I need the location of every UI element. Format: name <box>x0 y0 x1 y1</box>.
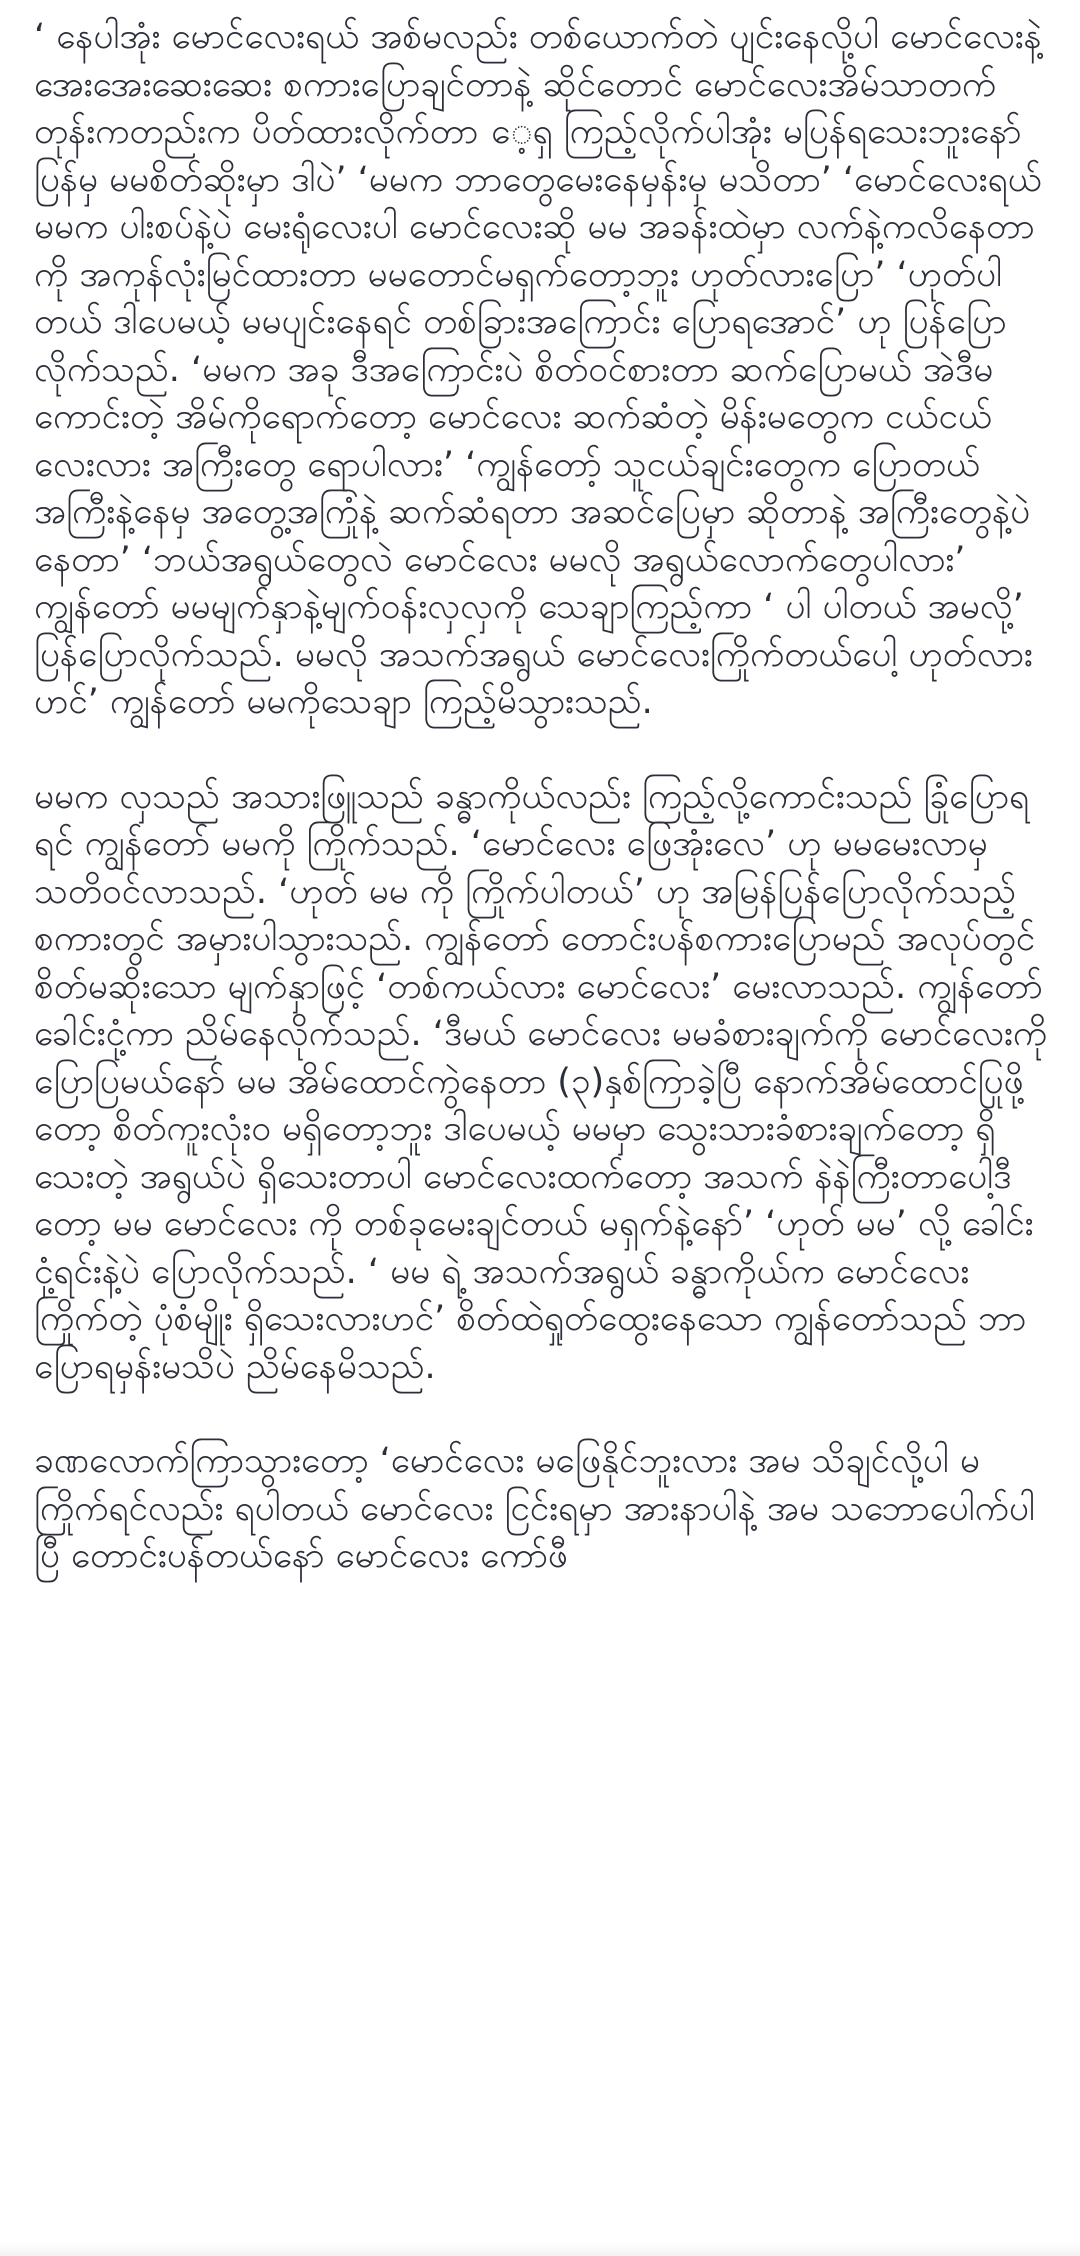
paragraph: မမက လှသည် အသားဖြူသည် ခန္ဓာကိုယ်လည်း ကြည့်လို့ကောင်းသည် ခြုံပြောရရင် ကျွန်တော် မမကို ကြိုက်သည်. ‘မောင်လေး ဖြေအုံးလေ’ ဟု မမမေးလာမှ သတိဝင်လာသည်. ‘ဟုတ် မမ ကို ကြိုက်ပါတယ်’ ဟု အမြန်ပြန်ပြောလိုက်သည့် စကားတွင် အမှားပါသွားသည်. ကျွန်တော် တောင်းပန်စကားပြောမည် အလုပ်တွင် စိတ်မဆိုးသော မျက်နှာဖြင့် ‘တစ်ကယ်လား မောင်လေး’ မေးလာသည်. ကျွန်တော် ခေါင်းငုံ့ကာ ညိမ်နေလိုက်သည်. ‘ဒီမယ် မောင်လေး မမခံစားချက်ကို မောင်လေးကို ပြောပြမယ်နော် မမ အိမ်ထောင်ကွဲနေတာ (၃)နှစ်ကြာခဲ့ပြီ နောက်အိမ်ထောင်ပြုဖို့တော့ စိတ်ကူးလုံးဝ မရှိတော့ဘူး ဒါပေမယ့် မမမှာ သွေးသားခံစားချက်တော့ ရှိသေးတဲ့ အရွယ်ပဲ ရှိသေးတာပါ မောင်လေးထက်တော့ အသက် နဲနဲကြီးတာပေါ့ဒီတော့ မမ မောင်လေး ကို တစ်ခုမေးချင်တယ် မရှက်နဲ့နော်’ ‘ဟုတ် မမ’ လို့ ခေါင်းငုံ့ရင်းနဲ့ပဲ ပြောလိုက်သည်. ‘ မမ ရဲ့ အသက်အရွယ် ခန္ဓာကိုယ်က မောင်လေး ကြိုက်တဲ့ ပုံစံမျိုး ရှိသေးလားဟင်’ စိတ်ထဲရှုတ်ထွေးနေသော ကျွန်တော်သည် ဘာပြောရမှန်းမသိပဲ ညိမ်နေမိသည်. <box>34 776 1048 1387</box>
scroll-edge-shadow <box>0 2242 1080 2256</box>
paragraph: ‘ နေပါအုံး မောင်လေးရယ် အစ်မလည်း တစ်ယောက်တဲ ပျင်းနေလို့ပါ မောင်လေးနဲ့ အေးအေးဆေးဆေး စကားပြောချင်တာနဲ့ ဆိုင်တောင် မောင်လေးအိမ်သာတက်တုန်းကတည်းက ပိတ်ထားလိုက်တာ ေ့ရှ ကြည့်လိုက်ပါအုံး မပြန်ရသေးဘူးနော် ပြန်မှ မမစိတ်ဆိုးမှာ ဒါပဲ’ ‘မမက ဘာတွေမေးနေမှန်းမှ မသိတာ’ ‘မောင်လေးရယ် မမက ပါးစပ်နဲ့ပဲ မေးရုံလေးပါ မောင်လေးဆို မမ အခန်းထဲမှာ လက်နဲ့ကလိနေတာကို အကုန်လုံးမြင်ထားတာ မမတောင်မရှက်တော့ဘူး ဟုတ်လားပြော’ ‘ဟုတ်ပါတယ် ဒါပေမယ့် မမပျင်းနေရင် တစ်ခြားအကြောင်း ပြောရအောင်’ ဟု ပြန်ပြောလိုက်သည်. ‘မမက အခု ဒီအကြောင်းပဲ စိတ်ဝင်စားတာ ဆက်ပြောမယ် အဲဒီမကောင်းတဲ့ အိမ်ကိုရောက်တော့ မောင်လေး ဆက်ဆံတဲ့ မိန်းမတွေက ငယ်ငယ်လေးလား အကြီးတွေ ရောပါလား’ ‘ကျွန်တော့် သူငယ်ချင်းတွေက ပြောတယ် အကြီးနဲ့နေမှ အတွေ့အကြုံနဲ့ ဆက်ဆံရတာ အဆင်ပြေမှာ ဆိုတာနဲ့ အကြီးတွေနဲ့ပဲ နေတာ’ ‘ဘယ်အရွယ်တွေလဲ မောင်လေး မမလို အရွယ်လောက်တွေပါလား’ ကျွန်တော် မမမျက်နှာနဲ့မျက်ဝန်းလှလှကို သေချာကြည့်ကာ ‘ ပါ ပါတယ် အမလို့’ ပြန်ပြောလိုက်သည်. မမလို အသက်အရွယ် မောင်လေးကြိုက်တယ်ပေါ့ ဟုတ်လားဟင်’ ကျွန်တော် မမကိုသေချာ ကြည့်မိသွားသည်. <box>34 17 1042 722</box>
article-body <box>34 14 1049 1581</box>
paragraph: ခဏလောက်ကြာသွားတော့ ‘မောင်လေး မဖြေနိုင်ဘူးလား အမ သိချင်လို့ပါ မကြိုက်ရင်လည်း ရပါတယ် မောင်လေး ငြင်းရမှာ အားနာပါနဲ့ အမ သဘောပေါက်ပါပြီ တောင်းပန်တယ်နော် မောင်လေး ကော်ဖီ <box>34 1441 1035 1576</box>
